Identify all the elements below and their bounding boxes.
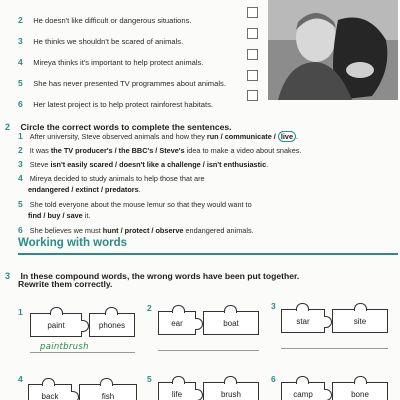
word-options[interactable]: isn't easily scared / doesn't like a challenge / isn't enthusiastic (50, 160, 267, 169)
photo-man-with-animal (268, 0, 398, 100)
puzzle-piece-right[interactable] (332, 309, 388, 333)
item-number: 2 (18, 15, 23, 25)
sentence-start: Steve (29, 160, 51, 169)
puzzle-tab (100, 378, 113, 386)
puzzle-tab (195, 318, 203, 330)
puzzle-word: bone (351, 389, 369, 399)
puzzle-tab (81, 320, 89, 332)
checkbox[interactable] (247, 7, 258, 18)
sentence-end: . (138, 185, 141, 194)
item-text: Mireya thinks it's important to help protect animals. (33, 58, 204, 67)
puzzle-piece-left[interactable] (158, 311, 196, 335)
puzzle-piece-right[interactable] (89, 313, 135, 337)
puzzle-number: 5 (147, 374, 152, 384)
checkbox[interactable] (247, 70, 258, 81)
puzzle-piece-left[interactable] (158, 382, 196, 400)
puzzle-tab (50, 307, 63, 315)
puzzle-piece-left[interactable] (281, 309, 325, 333)
puzzle-number: 4 (18, 374, 23, 384)
list-item (18, 199, 252, 209)
item-text: He thinks we shouldn't be scared of animals. (33, 37, 184, 46)
photo-image (268, 0, 398, 100)
puzzle-word: ear (171, 318, 183, 328)
exercise-1-list (18, 1, 268, 109)
puzzle-piece-right[interactable] (203, 311, 259, 335)
sentence-end: . (296, 132, 299, 141)
list-item (18, 10, 192, 28)
list-item (18, 94, 213, 112)
item-number: 4 (18, 173, 23, 183)
puzzle-word: camp (293, 389, 313, 399)
puzzle-piece-left[interactable] (281, 382, 325, 400)
item-number: 4 (18, 57, 23, 67)
item-number: 2 (18, 145, 23, 155)
checkbox[interactable] (247, 28, 258, 39)
puzzle-piece-left[interactable] (30, 313, 82, 337)
list-item (18, 159, 268, 169)
puzzle-number: 1 (18, 307, 23, 317)
sentence-start: She believes we must (29, 226, 103, 235)
puzzle-word: boat (223, 318, 239, 328)
puzzle-piece-left[interactable] (28, 384, 72, 400)
puzzle-number: 2 (147, 303, 152, 313)
puzzle-tab (71, 391, 79, 400)
item-text: He doesn't like difficult or dangerous situations. (33, 16, 192, 25)
item-number: 5 (18, 199, 23, 209)
answer-line[interactable] (30, 352, 135, 353)
list-item-continued (28, 185, 141, 194)
sentence-end: idea to make a video about snakes. (184, 146, 302, 155)
word-options[interactable]: hunt / protect / observe (102, 226, 184, 235)
item-number: 3 (18, 36, 23, 46)
puzzle-tab (42, 378, 55, 386)
word-options[interactable]: run / communicate / (206, 132, 278, 141)
item-number: 5 (18, 78, 23, 88)
puzzle-piece-right[interactable] (79, 384, 137, 400)
puzzle-tab (324, 316, 332, 328)
sentence-start: She told everyone about the mouse lemur so that they would want to (29, 200, 252, 209)
list-item (18, 131, 298, 141)
answer-line[interactable] (281, 348, 388, 349)
item-text: She has never presented TV programmes about animals. (33, 79, 226, 88)
list-item (18, 225, 254, 235)
puzzle-word: life (171, 389, 183, 399)
puzzle-tab (354, 376, 367, 384)
list-item (18, 173, 205, 183)
puzzle-tab (324, 389, 332, 400)
exercise-instruction-line-2: Rewrite them correctly. (18, 279, 113, 289)
puzzle-word: site (353, 316, 367, 326)
item-text: Her latest project is to help protect rainforest habitats. (33, 100, 213, 109)
exercise-instruction: Circle the correct words to complete the sentences. (20, 122, 232, 132)
puzzle-piece-right[interactable] (203, 382, 259, 400)
puzzle-number: 6 (271, 374, 276, 384)
checkbox[interactable] (247, 49, 258, 60)
list-item (18, 31, 183, 49)
sentence-end: it. (82, 211, 91, 220)
puzzle-tab (296, 303, 309, 311)
item-number: 3 (18, 159, 23, 169)
list-item (18, 73, 226, 91)
checkbox[interactable] (247, 90, 258, 101)
puzzle-word: paint (47, 320, 65, 330)
puzzle-tab (224, 305, 237, 313)
puzzle-tab (172, 376, 185, 384)
puzzle-tab (105, 307, 118, 315)
word-options[interactable]: endangered / extinct / predators (28, 185, 139, 194)
answer-line[interactable] (158, 350, 259, 351)
word-options[interactable]: find / buy / save (28, 211, 83, 220)
sentence-start: It was (29, 146, 51, 155)
list-item (18, 52, 203, 70)
puzzle-word: star (296, 316, 310, 326)
puzzle-word: fish (101, 391, 115, 400)
word-options[interactable]: the TV producer's / the BBC's / Steve's (50, 146, 185, 155)
puzzle-word: back (41, 391, 59, 400)
exercise-number: 2 (5, 122, 11, 132)
item-number: 6 (18, 99, 23, 109)
list-item-continued (28, 211, 90, 220)
puzzle-piece-right[interactable] (332, 382, 388, 400)
puzzle-number: 3 (271, 301, 276, 311)
sentence-end: . (266, 160, 269, 169)
puzzle-tab (296, 376, 309, 384)
puzzle-tab (224, 376, 237, 384)
exercise-number: 3 (5, 271, 11, 281)
exercise-instruction: In these compound words, the wrong words have been put together. (20, 271, 300, 281)
list-item (18, 145, 301, 155)
item-number: 1 (18, 131, 23, 141)
sentence-start: Mireya decided to study animals to help those that are (29, 174, 205, 183)
puzzle-word: phones (98, 320, 126, 330)
puzzle-word: brush (220, 389, 241, 399)
section-title: Working with words (18, 237, 128, 249)
item-number: 6 (18, 225, 23, 235)
puzzle-tab (172, 305, 185, 313)
sentence-end: endangered animals. (183, 226, 254, 235)
sentence-start: After university, Steve observed animals and how they (29, 132, 207, 141)
puzzle-tab (195, 389, 203, 400)
puzzle-tab (354, 303, 367, 311)
handwritten-answer: paintbrush (40, 342, 89, 352)
section-divider (18, 253, 398, 255)
circled-answer[interactable]: live (278, 131, 296, 142)
